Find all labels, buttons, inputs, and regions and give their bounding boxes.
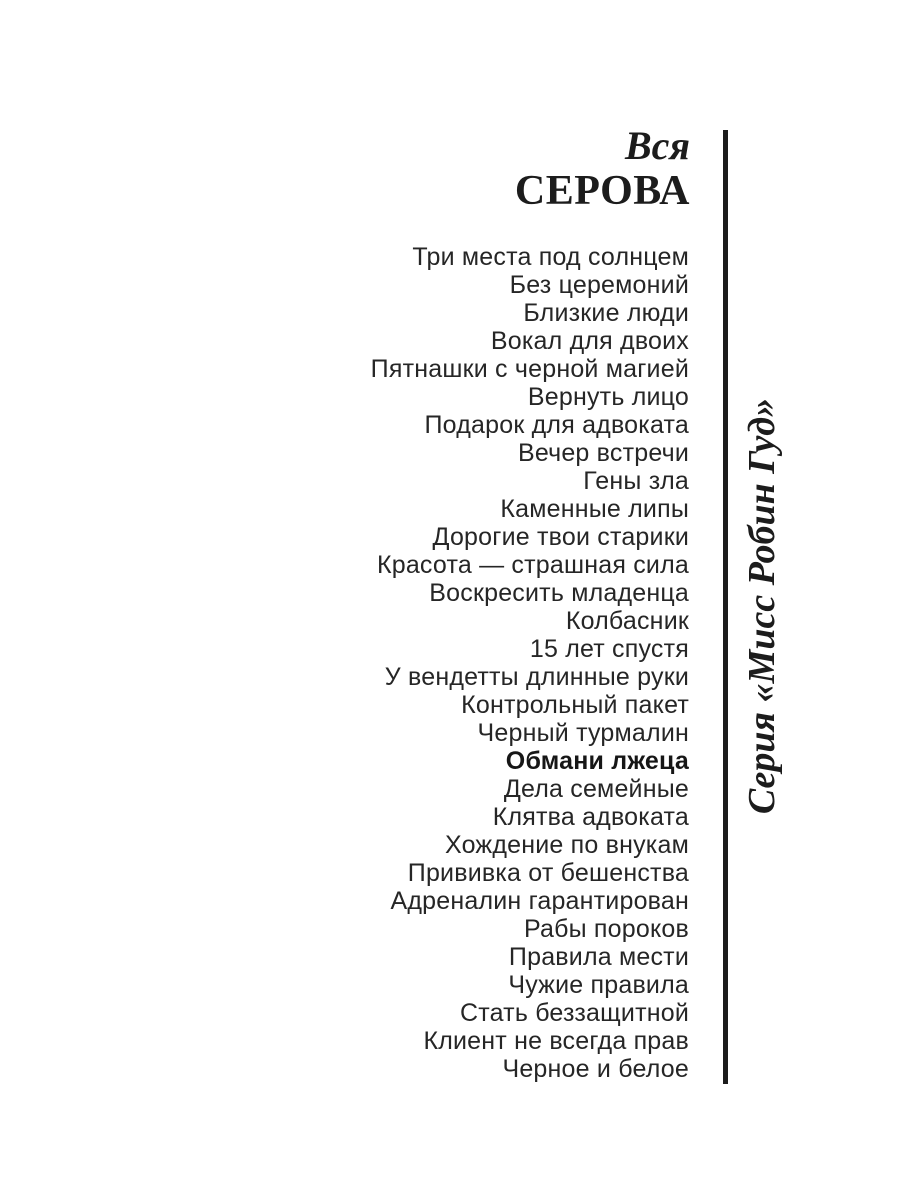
title-item: У вендетты длинные руки <box>384 663 689 691</box>
title-item: Гены зла <box>583 467 689 495</box>
series-header <box>515 124 690 214</box>
title-item: Правила мести <box>508 943 689 971</box>
title-item: Каменные липы <box>500 495 689 523</box>
title-item: Красота — страшная сила <box>376 551 689 579</box>
title-item: Клятва адвоката <box>492 803 689 831</box>
title-item: 15 лет спустя <box>529 635 689 663</box>
title-item: Три места под солнцем <box>412 243 689 271</box>
title-item: Дорогие твои старики <box>432 523 689 551</box>
vertical-rule <box>723 130 728 1084</box>
title-item: Обмани лжеца <box>505 747 689 775</box>
header-prefix: Вся <box>624 123 690 168</box>
title-item: Черное и белое <box>502 1055 689 1083</box>
title-item: Дела семейные <box>503 775 689 803</box>
title-item: Без церемоний <box>509 271 689 299</box>
title-item: Пятнашки с черной магией <box>370 355 689 383</box>
title-item: Хождение по внукам <box>444 831 689 859</box>
title-item: Чужие правила <box>508 971 689 999</box>
title-item: Стать беззащитной <box>460 999 689 1027</box>
title-item: Черный турмалин <box>477 719 689 747</box>
title-item: Прививка от бешенства <box>407 859 689 887</box>
title-item: Вечер встречи <box>517 439 689 467</box>
title-item: Вернуть лицо <box>527 383 689 411</box>
title-item: Близкие люди <box>523 299 689 327</box>
title-item: Вокал для двоих <box>490 327 689 355</box>
series-vertical-label: Серия «Мисс Робин Гуд» <box>741 397 783 815</box>
title-item: Клиент не всегда прав <box>423 1027 689 1055</box>
title-item: Колбасник <box>565 607 689 635</box>
title-item: Адреналин гарантирован <box>390 887 689 915</box>
title-item: Воскресить младенца <box>429 579 689 607</box>
title-item: Рабы пороков <box>523 915 689 943</box>
title-item: Подарок для адвоката <box>424 411 689 439</box>
title-item: Контрольный пакет <box>461 691 689 719</box>
title-list <box>371 243 689 1083</box>
header-author-name: СЕРОВА <box>514 168 690 214</box>
